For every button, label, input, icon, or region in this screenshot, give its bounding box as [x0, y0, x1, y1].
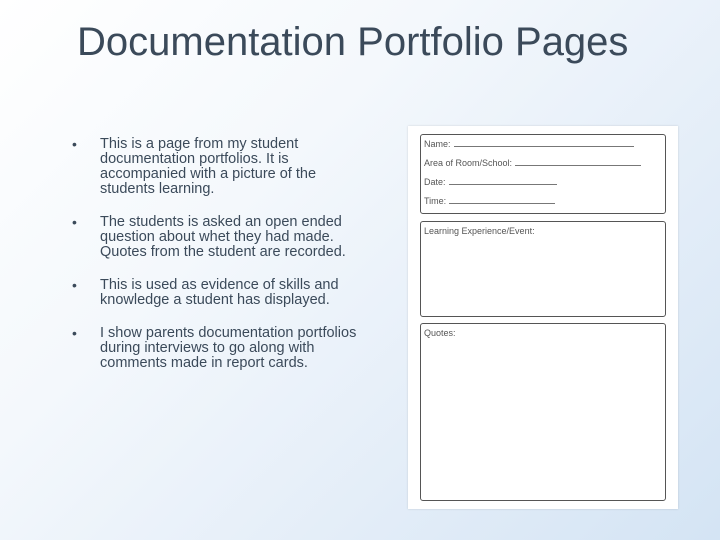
- bullet-text: The students is asked an open ended question about whet they had made. Quotes from the student are recorded.: [100, 214, 346, 260]
- bullet-item: [60, 326, 360, 371]
- bullet-marker: •: [72, 325, 77, 341]
- learning-experience-label: Learning Experience/Event:: [424, 226, 535, 236]
- bullet-item: [60, 278, 360, 308]
- form-field-line: [515, 159, 641, 166]
- form-field-line: [449, 197, 555, 204]
- info-box: [420, 134, 666, 214]
- form-field-time: [424, 192, 665, 211]
- quotes-box: [420, 323, 666, 501]
- form-field-label: Time:: [424, 196, 447, 206]
- bullet-list: [60, 137, 360, 389]
- form-field-date: [424, 173, 665, 192]
- bullet-marker: •: [72, 214, 77, 230]
- form-field-line: [454, 140, 634, 147]
- portfolio-form-image: [408, 126, 678, 509]
- form-field-line: [449, 178, 557, 185]
- bullet-text: This is used as evidence of skills and knowledge a student has displayed.: [100, 277, 339, 308]
- bullet-marker: •: [72, 136, 77, 152]
- form-field-label: Date:: [424, 177, 446, 187]
- bullet-text: I show parents documentation portfolios during interviews to go along with comments made in report cards.: [100, 325, 357, 371]
- form-field-label: Area of Room/School:: [424, 158, 513, 168]
- form-field-name: [424, 135, 665, 154]
- bullet-item: [60, 137, 360, 197]
- quotes-label: Quotes:: [424, 328, 456, 338]
- bullet-text: This is a page from my student documentation portfolios. It is accompanied with a picture of the students learning.: [100, 136, 317, 197]
- bullet-marker: •: [72, 277, 77, 293]
- learning-experience-box: [420, 221, 666, 317]
- slide-title: Documentation Portfolio Pages: [77, 20, 629, 64]
- bullet-item: [60, 215, 360, 260]
- form-field-area: [424, 154, 665, 173]
- form-field-label: Name:: [424, 139, 451, 149]
